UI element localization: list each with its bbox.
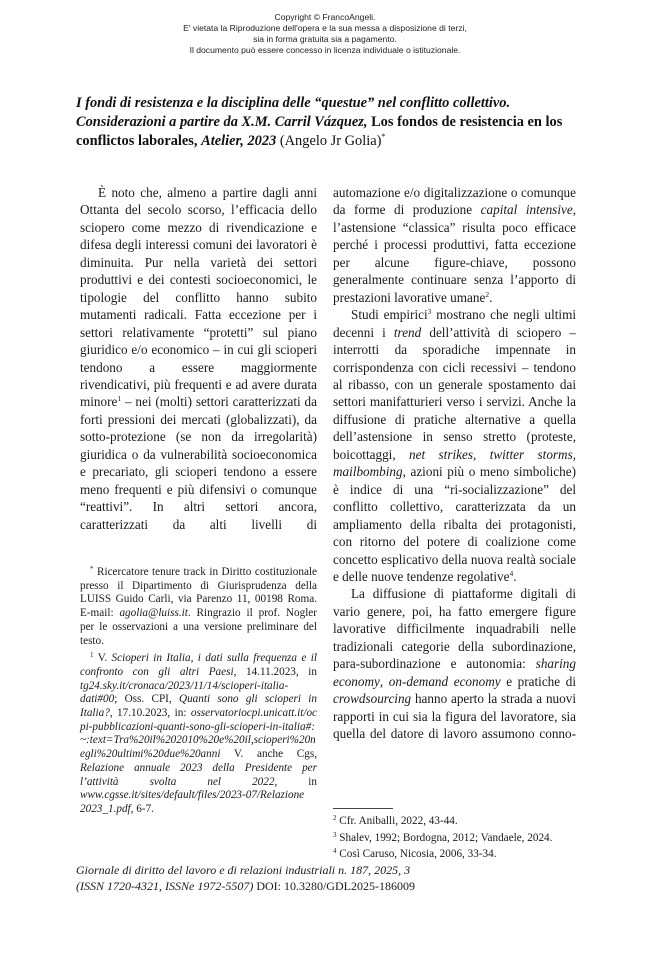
fn1-italic-title-2: Quanti sono gli scioperi in Italia? — [80, 693, 317, 720]
title-book-name: Los fondos de resistencia en los conflictos laborales, — [76, 114, 563, 149]
footnote-3-mark: 3 — [333, 830, 337, 839]
copyright-line-1: Copyright © FrancoAngeli. — [274, 12, 376, 22]
fn1-link-cgsse[interactable]: www.cgsse.it/sites/default/files/2023-07/Relazione 2023_1.pdf — [80, 789, 305, 815]
right-p3-text-d: hanno aperto la strada a nuovi rapporti in cui sia la figura del lavoratore, sia quella del datore di lavoro assumono conno- — [333, 691, 576, 742]
fn2-text: Cfr. Aniballi, 2022, 43-44. — [336, 815, 458, 827]
right-p3-italic-crowdsourcing: crowdsourcing — [333, 691, 412, 707]
right-p1-text-b: , l’astensione “classica” risulta poco efficace perché i processi produttivi, fatta eccezione per alcune figure-chiave, possono generalmente continuare senza l’apporto di prestazioni lavorative umane — [333, 202, 576, 305]
fn1-text-d: , 17.10.2023, in: — [109, 707, 191, 720]
right-p3-text-b: , — [379, 673, 389, 689]
copyright-line-3: sia in forma gratuita sia a pagamento. — [253, 34, 397, 44]
left-column — [80, 184, 317, 533]
fn1-link-sky[interactable]: tg24.sky.it/cronaca/2023/11/14/scioperi-italia-dati#00 — [80, 679, 289, 706]
fn1-text-a: V. — [93, 652, 112, 665]
fn1-italic-title-1: Scioperi in Italia, i dati sulla frequenza e il confronto con gli altri Paesi — [80, 652, 317, 678]
fn1-text-c: ; Oss. CPI, — [114, 693, 179, 706]
right-p3-text-a: La diffusione di piattaforme digitali di vario genere, poi, ha fatto emergere figure lavorative difficilmente inquadrabili nelle tradizionali categorie della subordinazione, para-subordinazione e autonomia: — [333, 586, 576, 672]
right-p3-italic-on-demand-economy: on-demand economy — [388, 673, 501, 689]
page-footer — [76, 863, 596, 894]
right-paragraph-3 — [333, 585, 576, 742]
footnote-4 — [333, 848, 576, 862]
footnote-ref-2[interactable]: 2 — [485, 289, 490, 299]
right-p2-text-e: , — [572, 446, 576, 462]
fn1-text-e: V. anche Cgs, — [220, 748, 317, 761]
footer-issn: (ISSN 1720-4321, ISSNe 1972-5507) — [76, 878, 254, 893]
footnote-2 — [333, 815, 576, 829]
right-p3-text-c: e pratiche di — [500, 673, 576, 689]
footnote-1 — [80, 652, 317, 816]
title-author: (Angelo Jr Golia) — [276, 133, 382, 149]
copyright-notice — [0, 12, 650, 56]
right-p1-text-c: . — [489, 289, 493, 305]
footnote-4-mark: 4 — [333, 847, 337, 856]
left-footnotes — [80, 566, 317, 821]
footer-journal: Giornale di diritto del lavoro e di relazioni industriali n. 187, 2025, 3 — [76, 863, 411, 877]
fn-star-text-b: . Ringrazio il prof. Nogler per le osservazioni a una versione preliminare del testo. — [80, 607, 317, 647]
fn3-text: Shalev, 1992; Bordogna, 2012; Vandaele, 2024. — [336, 831, 553, 844]
left-p1-text-a: È noto che, almeno a partire dagli anni Ottanta del secolo scorso, l’efficacia dello sciopero come mezzo di rivendicazione e difesa degli interessi comuni dei lavoratori è diminuita. Pur nella varietà dei settori produttivi e dei contesti socioeconomici, le tipologie del conflitto hanno subito mutamenti radicali. Fatta eccezione per i settori relativamente “protetti” sul piano giuridico e/o economico – in cui gli scioperi tendono a essere maggiormente rivendicativi, più frequenti e ad avere durata minore — [80, 185, 317, 410]
right-p1-text-a: automazione e/o digitalizzazione o comunque da forme di produzione — [333, 185, 576, 218]
title-publisher-year: Atelier, 2023 — [201, 133, 277, 149]
author-email-link[interactable]: agolia@luiss.it — [119, 607, 188, 620]
right-p2-italic-net-strikes: net strikes — [409, 446, 473, 462]
right-p2-italic-trend: trend — [393, 324, 422, 340]
footer-identifiers — [76, 879, 596, 895]
footer-doi[interactable]: DOI: 10.3280/GDL2025-186009 — [253, 878, 415, 893]
right-p2-italic-twitter-storms: twitter storms — [489, 446, 573, 462]
copyright-line-4: Il documento può essere concesso in licenza individuale o istituzionale. — [189, 45, 461, 55]
right-p2-text-g: . — [513, 568, 517, 584]
left-p1-text-b: – nei (molti) settori caratterizzati da forti pressioni dei mercati (globalizzati), da sotto-protezione (se non da irregolarità) giuridica o da vulnerabilità socioeconomica e precariato, gli scioperi tendono a essere meno frequenti e più difensivi o comunque “reattivi”. In altri settori ancora, caratterizzati da alti livelli di — [80, 394, 317, 532]
right-p2-text-c: dell’attività di sciopero – interrotti da sporadiche impennate in corrispondenza con cicli recessivi – tendono al ribasso, con un generale spostamento dai settori manifatturieri verso i servizi. Anche la diffusione di pratiche alternative a quella dell’astensione in senso stretto (proteste, boicottaggi, — [333, 324, 576, 462]
right-p1-italic-capital-intensive: capital intensive — [480, 202, 573, 218]
right-p2-text-a: Studi empirici — [351, 307, 428, 323]
title-italic-part: I fondi di resistenza e la disciplina delle “questue” nel conflitto collettivo. Considerazioni a partire da X.M. Carril Vázquez, — [76, 95, 511, 130]
footnote-star-mark: * — [90, 565, 94, 573]
copyright-line-2: E' vietata la Riproduzione dell'opera e la sua messa a disposizione di terzi, — [183, 23, 467, 33]
right-footnotes — [333, 808, 576, 865]
right-paragraph-1 — [333, 184, 576, 306]
footnote-1-mark: 1 — [90, 651, 94, 660]
right-p2-text-f: , azioni più o meno simboliche) è indice di una “ri-socializzazione” del conflitto collettivo, caratterizzata da un ampliamento della ribalta dei protagonisti, con ritorno del potere di coalizione come concetto esplicativo della nuova realtà sociale e delle nuove tendenze regolative — [333, 464, 576, 584]
fn-star-text-a: Ricercatore tenure track in Diritto costituzionale presso il Dipartimento di Giurisprudenza della LUISS Guido Carli, via Parenzo 11, 00198 Roma. E-mail: — [80, 566, 317, 620]
title-author-footnote-mark: * — [381, 132, 386, 141]
right-p3-italic-sharing-economy: sharing economy — [333, 656, 576, 689]
footnote-separator — [333, 808, 393, 809]
footnote-ref-4[interactable]: 4 — [509, 568, 514, 578]
right-paragraph-2 — [333, 306, 576, 585]
right-column — [333, 184, 576, 743]
fn1-text-g: , 6-7. — [130, 802, 154, 815]
fn4-text: Così Caruso, Nicosia, 2006, 33-34. — [336, 848, 497, 861]
fn1-text-b: , 14.11.2023, in — [233, 665, 317, 678]
fn1-text-f: , in — [274, 775, 318, 788]
footnote-ref-1[interactable]: 1 — [117, 394, 122, 404]
article-title — [76, 94, 586, 151]
footnote-author-affiliation — [80, 566, 317, 648]
fn1-italic-title-3: Relazione annuale 2023 della Presidente per l’attività svolta nel 2022 — [80, 761, 317, 788]
fn1-link-ocpi[interactable]: osservatoriocpi.unicatt.it/ocpi-pubblicazioni-quanti-sono-gli-scioperi-in-italia#:~:text=Tra%20il%202010%20e%20il,scioperi%20negli%20ultimi%20due%20anni — [80, 707, 317, 761]
footnote-ref-3[interactable]: 3 — [427, 307, 432, 317]
footnote-3 — [333, 832, 576, 846]
footnote-2-mark: 2 — [333, 814, 337, 822]
right-p2-text-d: , — [472, 446, 490, 462]
right-p2-text-b: mostrano che negli ultimi decenni i — [333, 307, 576, 340]
right-p2-italic-mailbombing: mailbombing — [333, 464, 403, 480]
left-paragraph-1 — [80, 184, 317, 533]
